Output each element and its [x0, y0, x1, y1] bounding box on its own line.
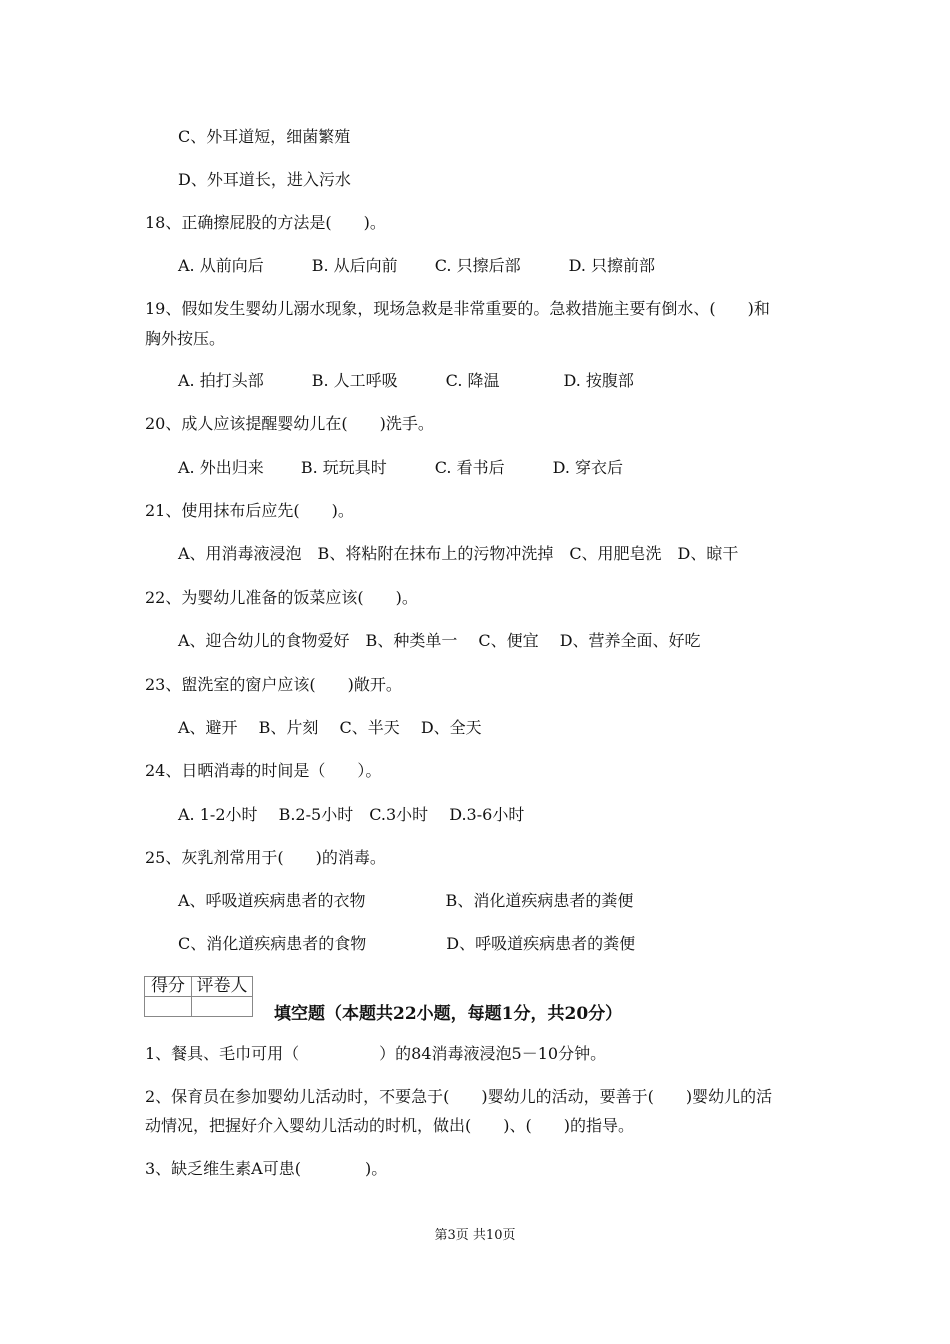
question-25: 25、灰乳剂常用于( )的消毒。: [145, 848, 386, 867]
option-line: C、外耳道短，细菌繁殖: [178, 127, 351, 146]
option-line: D、外耳道长，进入污水: [178, 170, 351, 189]
fill-question-3: 3、缺乏维生素A可患( )。: [145, 1159, 388, 1178]
question-25-options-ab: A、呼吸道疾病患者的衣物 B、消化道疾病患者的粪便: [178, 891, 634, 910]
question-19-options: A. 拍打头部 B. 人工呼吸 C. 降温 D. 按腹部: [178, 371, 634, 390]
question-21-options: A、用消毒液浸泡 B、将粘附在抹布上的污物冲洗掉 C、用肥皂洗 D、晾干: [178, 544, 739, 563]
question-18: 18、正确擦屁股的方法是( )。: [145, 213, 386, 232]
question-21: 21、使用抹布后应先( )。: [145, 501, 354, 520]
question-19-continued: 胸外按压。: [145, 329, 226, 348]
question-22-options: A、迎合幼儿的食物爱好 B、种类单一 C、便宜 D、营养全面、好吃: [178, 631, 701, 650]
fill-question-1: 1、餐具、毛巾可用（ ）的84消毒液浸泡5－10分钟。: [145, 1044, 607, 1063]
question-19: 19、假如发生婴幼儿溺水现象，现场急救是非常重要的。急救措施主要有倒水、( )和: [145, 299, 770, 318]
reviewer-cell: [192, 997, 253, 1017]
section-title: 填空题（本题共22小题，每题1分，共20分）: [274, 1004, 623, 1024]
score-table: [144, 976, 253, 1017]
question-24-options: A. 1-2小时 B.2-5小时 C.3小时 D.3-6小时: [178, 805, 525, 824]
question-23-options: A、避开 B、片刻 C、半天 D、全天: [178, 718, 482, 737]
score-label: 得分: [145, 977, 192, 997]
question-25-options-cd: C、消化道疾病患者的食物 D、呼吸道疾病患者的粪便: [178, 934, 636, 953]
question-23: 23、盥洗室的窗户应该( )敞开。: [145, 675, 402, 694]
question-20-options: A. 外出归来 B. 玩玩具时 C. 看书后 D. 穿衣后: [178, 458, 624, 477]
question-20: 20、成人应该提醒婴幼儿在( )洗手。: [145, 414, 434, 433]
page-footer: 第3页 共10页: [434, 1228, 516, 1243]
reviewer-label: 评卷人: [192, 977, 253, 997]
fill-question-2: 2、保育员在参加婴幼儿活动时，不要急于( )婴幼儿的活动，要善于( )婴幼儿的活: [145, 1087, 773, 1106]
question-18-options: A. 从前向后 B. 从后向前 C. 只擦后部 D. 只擦前部: [178, 256, 656, 275]
score-cell: [145, 997, 192, 1017]
question-24: 24、日晒消毒的时间是（ ）。: [145, 761, 382, 780]
fill-question-2-continued: 动情况，把握好介入婴幼儿活动的时机，做出( )、( )的指导。: [145, 1116, 634, 1135]
question-22: 22、为婴幼儿准备的饭菜应该( )。: [145, 588, 418, 607]
